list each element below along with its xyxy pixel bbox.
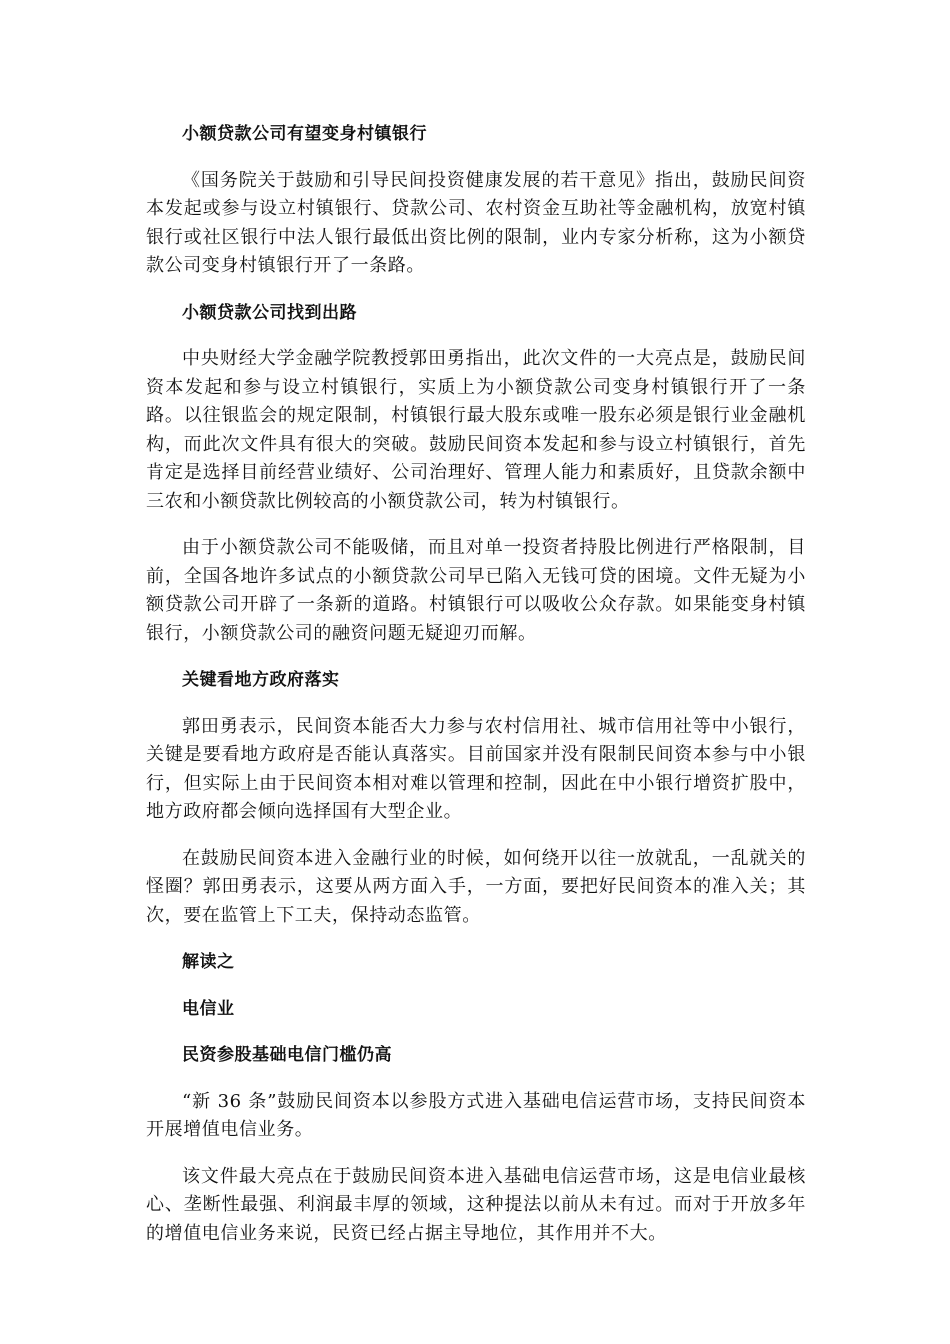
section-heading: 解读之	[182, 952, 235, 972]
body-paragraph: “新 36 条”鼓励民间资本以参股方式进入基础电信运营市场，支持民间资本开展增值电信业务。	[146, 1090, 806, 1140]
body-paragraph: 《国务院关于鼓励和引导民间投资健康发展的若干意见》指出，鼓励民间资本发起或参与设立村镇银行、贷款公司、农村资金互助社等金融机构，放宽村镇银行或社区银行中法人银行最低出资比例的限制，业内专家分析称，这为小额贷款公司变身村镇银行开了一条路。	[146, 169, 806, 276]
body-paragraph: 在鼓励民间资本进入金融行业的时候，如何绕开以往一放就乱，一乱就关的怪圈？郭田勇表示，这要从两方面入手，一方面，要把好民间资本的准入关；其次，要在监管上下工夫，保持动态监管。	[146, 847, 806, 926]
section-heading: 小额贷款公司找到出路	[182, 302, 357, 323]
section-heading: 小额贷款公司有望变身村镇银行	[182, 124, 427, 144]
document-page	[146, 120, 806, 1266]
body-paragraph: 郭田勇表示，民间资本能否大力参与农村信用社、城市信用社等中小银行，关键是要看地方政府是否能认真落实。目前国家并没有限制民间资本参与中小银行，但实际上由于民间资本相对难以管理和控制，因此在中小银行增资扩股中，地方政府都会倾向选择国有大型企业。	[146, 715, 806, 822]
body-paragraph: 该文件最大亮点在于鼓励民间资本进入基础电信运营市场，这是电信业最核心、垄断性最强、利润最丰厚的领域，这种提法以前从未有过。而对于开放多年的增值电信业务来说，民资已经占据主导地位，其作用并不大。	[146, 1165, 806, 1244]
body-paragraph: 中央财经大学金融学院教授郭田勇指出，此次文件的一大亮点是，鼓励民间资本发起和参与设立村镇银行，实质上为小额贷款公司变身村镇银行开了一条路。以往银监会的规定限制，村镇银行最大股东或唯一股东必须是银行业金融机构，而此次文件具有很大的突破。鼓励民间资本发起和参与设立村镇银行，首先肯定是选择目前经营业绩好、公司治理好、管理人能力和素质好，且贷款余额中三农和小额贷款比例较高的小额贷款公司，转为村镇银行。	[146, 348, 806, 512]
section-heading: 关键看地方政府落实	[182, 670, 340, 690]
body-paragraph: 由于小额贷款公司不能吸储，而且对单一投资者持股比例进行严格限制，目前，全国各地许多试点的小额贷款公司早已陷入无钱可贷的困境。文件无疑为小额贷款公司开辟了一条新的道路。村镇银行可以吸收公众存款。如果能变身村镇银行，小额贷款公司的融资问题无疑迎刃而解。	[146, 537, 806, 644]
section-heading: 电信业	[182, 998, 235, 1019]
section-heading: 民资参股基础电信门槛仍高	[182, 1045, 392, 1065]
